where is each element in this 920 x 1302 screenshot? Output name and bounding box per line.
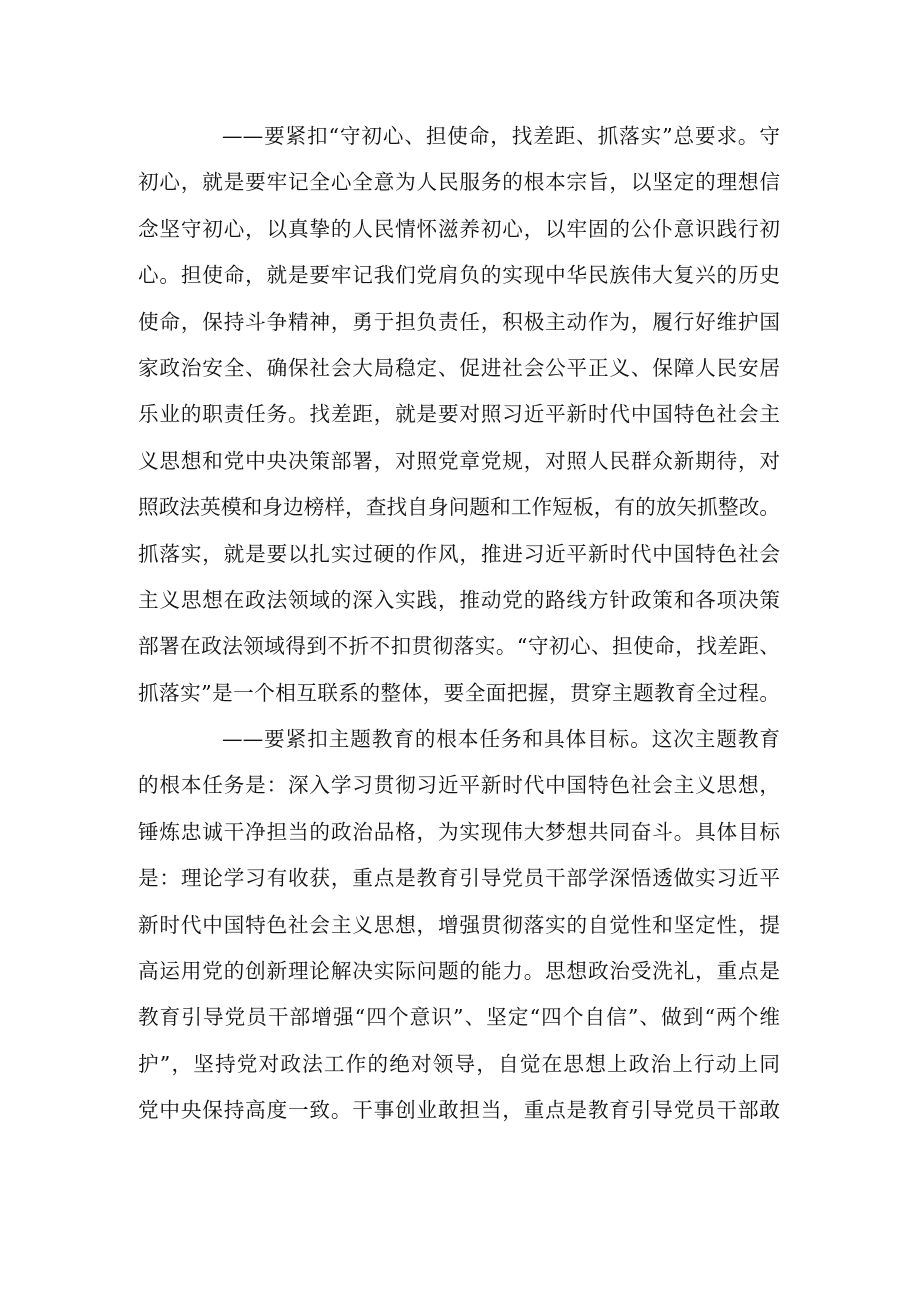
text-line: ——要紧扣“守初心、担使命，找差距、抓落实”总要求。守: [222, 124, 780, 148]
text-line: 的根本任务是：深入学习贯彻习近平新时代中国特色社会主义思想，: [138, 773, 780, 798]
text-line: 初心，就是要牢记全心全意为人民服务的根本宗旨，以坚定的理想信: [138, 170, 780, 195]
text-line: 新时代中国特色社会主义思想，增强贯彻落实的自觉性和坚定性，提: [138, 912, 780, 937]
text-line: 念坚守初心，以真挚的人民情怀滋养初心，以牢固的公仆意识践行初: [138, 216, 780, 241]
text-line: 抓落实，就是要以扎实过硬的作风，推进习近平新时代中国特色社会: [138, 541, 780, 566]
text-line: 乐业的职责任务。找差距，就是要对照习近平新时代中国特色社会主: [138, 402, 780, 427]
text-line: 高运用党的创新理论解决实际问题的能力。思想政治受洗礼，重点是: [138, 959, 780, 984]
text-line: 使命，保持斗争精神，勇于担负责任，积极主动作为，履行好维护国: [138, 309, 780, 334]
text-line: 教育引导党员干部增强“四个意识”、坚定“四个自信”、做到“两个维: [138, 1005, 780, 1030]
text-line: 锤炼忠诚干净担当的政治品格，为实现伟大梦想共同奋斗。具体目标: [138, 819, 780, 844]
text-line: 护”，坚持党对政法工作的绝对领导，自觉在思想上政治上行动上同: [138, 1051, 780, 1076]
text-line: 义思想和党中央决策部署，对照党章党规，对照人民群众新期待，对: [138, 448, 780, 473]
text-line: 部署在政法领域得到不折不扣贯彻落实。“守初心、担使命，找差距、: [138, 634, 780, 659]
paragraph-tasks-and-goals: [138, 716, 780, 1134]
text-line: 主义思想在政法领域的深入实践，推动党的路线方针政策和各项决策: [138, 587, 780, 612]
text-line: 心。担使命，就是要牢记我们党肩负的实现中华民族伟大复兴的历史: [138, 263, 780, 288]
text-line: 是：理论学习有收获，重点是教育引导党员干部学深悟透做实习近平: [138, 866, 780, 891]
text-line: ——要紧扣主题教育的根本任务和具体目标。这次主题教育: [222, 727, 780, 752]
paragraph-general-requirements: [138, 113, 780, 716]
document-body: [138, 113, 780, 1134]
text-line: 抓落实”是一个相互联系的整体，要全面把握，贯穿主题教育全过程。: [138, 680, 780, 705]
text-line: 照政法英模和身边榜样，查找自身问题和工作短板，有的放矢抓整改。: [138, 495, 780, 520]
text-line: 党中央保持高度一致。干事创业敢担当，重点是教育引导党员干部敢: [138, 1098, 780, 1123]
text-line: 家政治安全、确保社会大局稳定、促进社会公平正义、保障人民安居: [138, 355, 780, 380]
